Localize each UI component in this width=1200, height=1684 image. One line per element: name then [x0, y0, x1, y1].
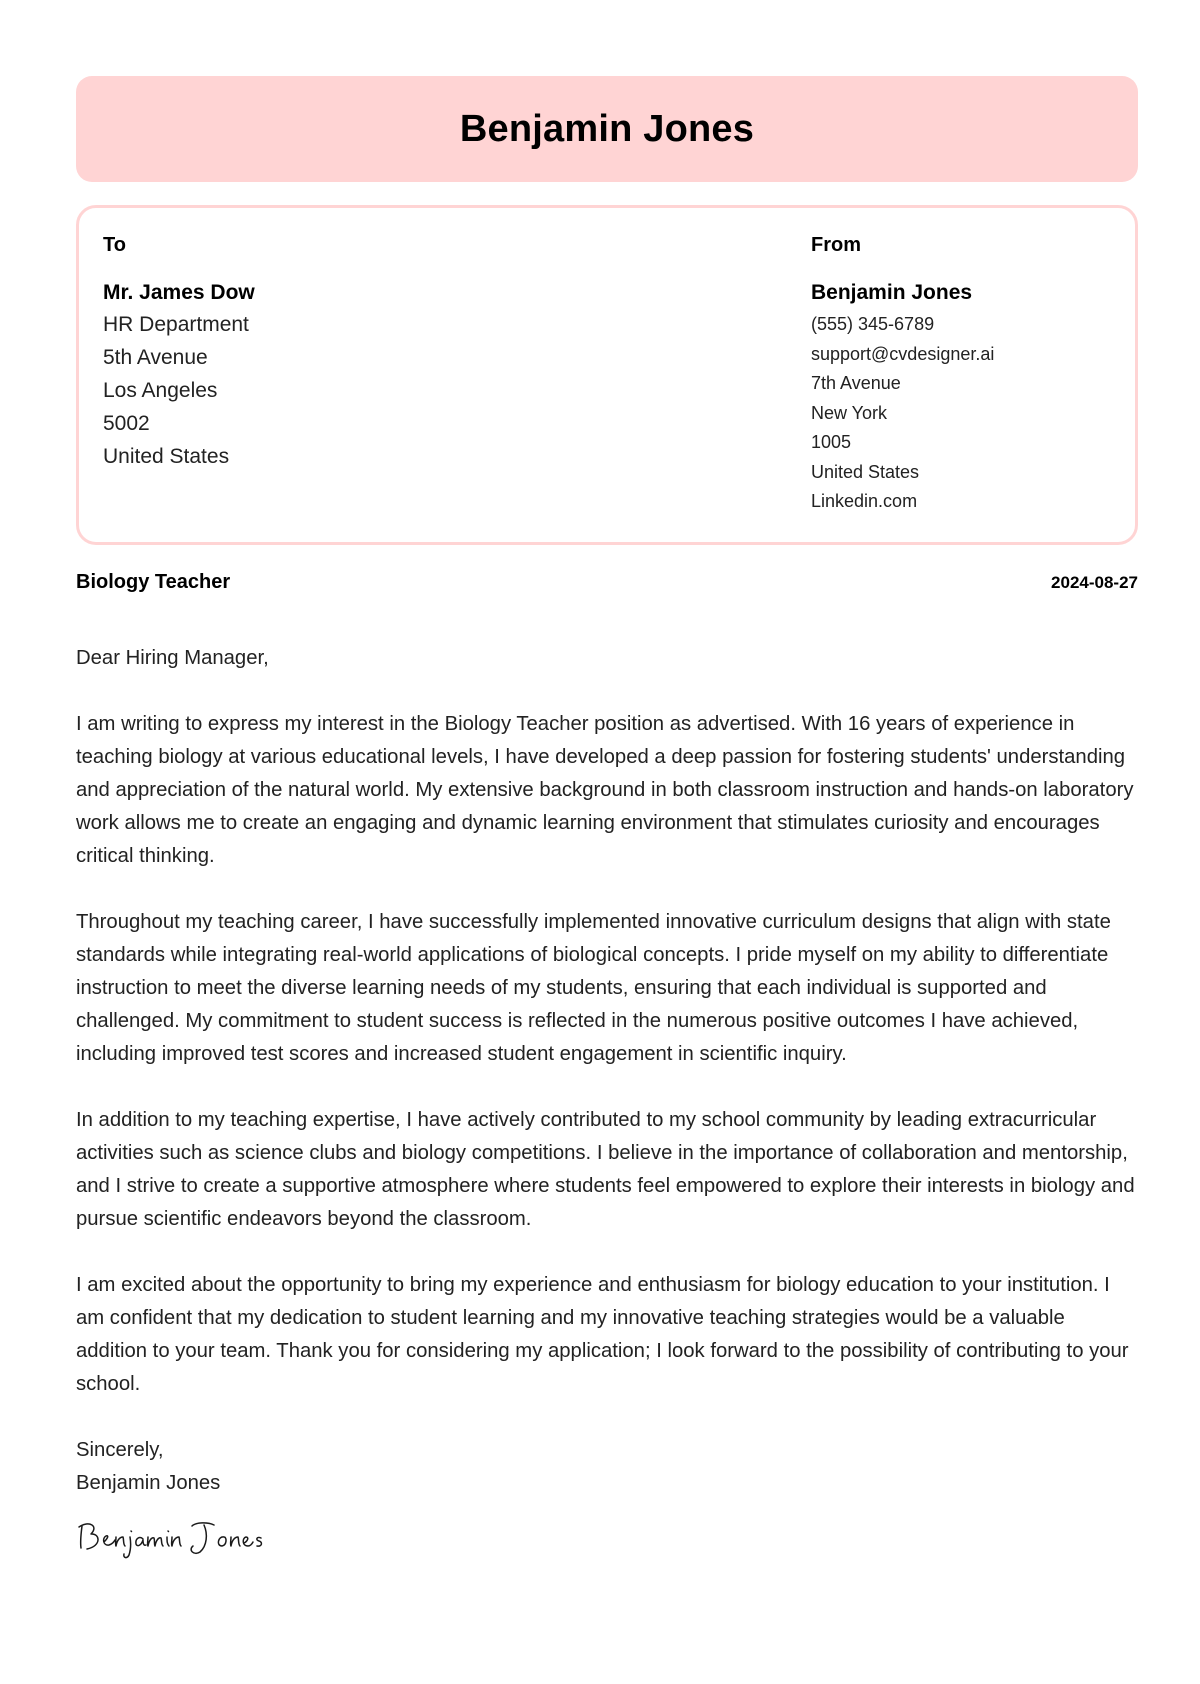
closing: Sincerely, — [76, 1439, 164, 1461]
body-paragraph-4: I am excited about the opportunity to bring my experience and enthusiasm for biology education to your institution. I am confident that my dedication to student learning and my innovative teaching strategies would be a valuable addition to your team. Thank you for considering my application; I look forward to the possibility of contributing to your school. — [76, 1274, 1129, 1395]
from-heading: From — [811, 234, 861, 256]
letter-body — [76, 642, 1138, 1500]
sender-block — [811, 234, 994, 517]
sender-email: support@cvdesigner.ai — [811, 343, 995, 364]
recipient-city: Los Angeles — [103, 379, 218, 402]
recipient-name: Mr. James Dow — [103, 281, 255, 304]
recipient-country: United States — [103, 445, 230, 468]
sender-postal-code: 1005 — [811, 432, 852, 452]
body-paragraph-2: Throughout my teaching career, I have successfully implemented innovative curriculum designs that align with state standards while integrating real-world applications of biological concepts. I pride myself on my ability to differentiate instruction to meet the diverse learning needs of my students, ensuring that each individual is supported and challenged. My commitment to student success is reflected in the numerous positive outcomes I have achieved, including improved test scores and increased student engagement in scientific inquiry. — [76, 911, 1111, 1065]
recipient-street: 5th Avenue — [103, 346, 208, 369]
job-title: Biology Teacher — [76, 571, 231, 593]
name-banner — [76, 76, 1138, 182]
letter-meta-row — [76, 571, 1138, 594]
greeting: Dear Hiring Manager, — [76, 647, 269, 669]
sender-city: New York — [811, 402, 888, 423]
recipient-block — [103, 234, 255, 473]
sender-linkedin: Linkedin.com — [811, 491, 918, 511]
to-heading: To — [103, 234, 126, 256]
sender-name: Benjamin Jones — [811, 281, 973, 304]
handwritten-signature — [76, 1516, 1138, 1560]
applicant-name: Benjamin Jones — [459, 107, 755, 150]
signoff-name: Benjamin Jones — [76, 1472, 221, 1494]
body-paragraph-1: I am writing to express my interest in the Biology Teacher position as advertised. With 16 years of experience in teaching biology at various educational levels, I have developed a deep passion for fostering students' understanding and appreciation of the natural world. My extensive background in both classroom instruction and hands-on laboratory work allows me to create an engaging and dynamic learning environment that stimulates curiosity and encourages critical thinking. — [76, 713, 1134, 867]
sender-country: United States — [811, 461, 920, 482]
recipient-department: HR Department — [103, 313, 249, 336]
address-box — [76, 205, 1138, 545]
recipient-postal-code: 5002 — [103, 412, 150, 435]
sender-phone: (555) 345-6789 — [811, 314, 935, 334]
sender-street: 7th Avenue — [811, 373, 901, 393]
letter-date: 2024-08-27 — [1051, 573, 1138, 592]
cover-letter-page — [76, 76, 1138, 1560]
body-paragraph-3: In addition to my teaching expertise, I have actively contributed to my school community by leading extracurricular activities such as science clubs and biology competitions. I believe in the importance of collaboration and mentorship, and I strive to create a supportive atmosphere where students feel empowered to explore their interests in biology and pursue scientific endeavors beyond the classroom. — [76, 1109, 1135, 1230]
